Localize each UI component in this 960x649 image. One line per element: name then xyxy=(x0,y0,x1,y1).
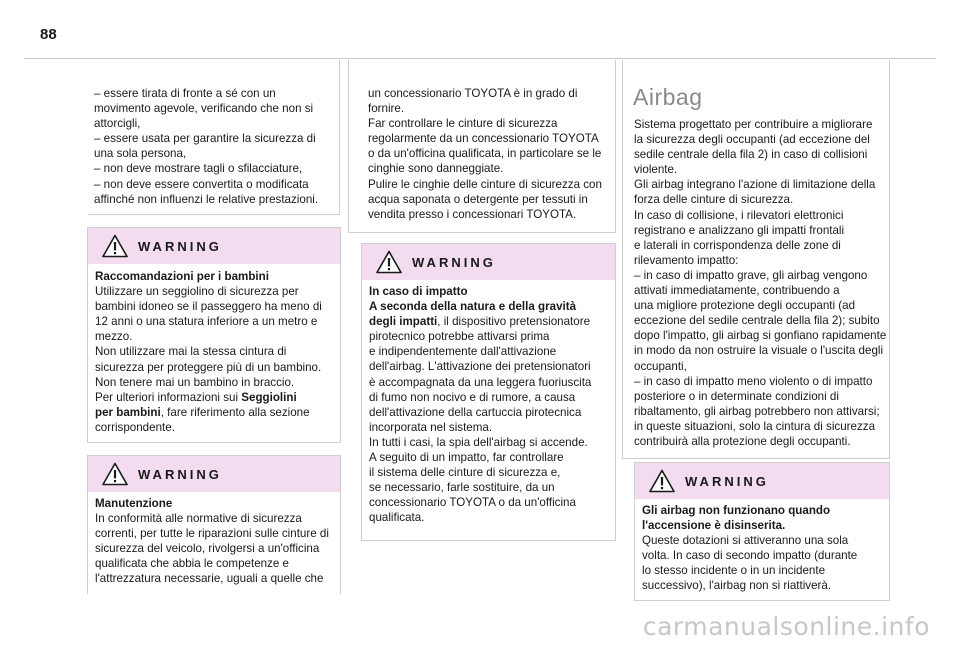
warning-body xyxy=(369,284,609,526)
text-line: bambini idoneo se il passeggero ha meno di xyxy=(95,300,322,314)
warning-header xyxy=(88,456,340,492)
text-line: affinché non influenzi le relative prestazioni. xyxy=(94,192,319,206)
warning-label: WARNING xyxy=(138,466,222,482)
page-number: 88 xyxy=(40,26,57,43)
text-fragment: , fare riferimento alla sezione xyxy=(160,405,310,419)
text-line: concessionario TOYOTA o da un'officina xyxy=(369,496,576,510)
text-line: Gli airbag integrano l'azione di limitazione della xyxy=(634,178,876,192)
text-line: dopo l'impatto, gli airbag si gonfiano rapidamente xyxy=(634,329,887,343)
warning-heading: Manutenzione xyxy=(95,497,173,510)
text-line: incorporata nel sistema. xyxy=(369,420,493,434)
text-line: sicurezza per proteggere più di un bambino. xyxy=(95,360,322,374)
reference-link-seggiolini[interactable]: Seggiolini xyxy=(241,390,297,404)
section-title: Airbag xyxy=(633,84,703,110)
text-line: rilevamento impatto: xyxy=(634,253,739,267)
warning-header xyxy=(362,244,615,280)
text-line: posteriore o in determinate condizioni di xyxy=(634,389,839,403)
text-line: attorcigli, xyxy=(94,117,141,131)
text-line: In tutti i casi, la spia dell'airbag si accende. xyxy=(369,435,588,449)
text-line: qualificata. xyxy=(369,511,425,525)
text-line: movimento agevole, verificando che non si xyxy=(94,102,314,116)
warning-label: WARNING xyxy=(412,254,496,270)
text-line: – essere tirata di fronte a sé con un xyxy=(94,87,276,100)
text-fragment: , il dispositivo pretensionatore xyxy=(437,315,591,329)
reference-link-per-bambini[interactable]: per bambini xyxy=(95,405,161,419)
text-line: cinghie sono danneggiate. xyxy=(368,162,504,176)
text-line: dell'attivazione della cartuccia pirotecnica xyxy=(369,405,582,419)
text-line: e indipendentemente dall'attivazione xyxy=(369,345,557,359)
text-line: registrano e analizzano gli impatti frontali xyxy=(634,223,845,237)
text-line: Queste dotazioni si attiveranno una sola xyxy=(642,534,849,548)
text-line: correnti, per tutte le riparazioni sulle cinture di xyxy=(95,527,329,541)
text-line: e laterali in corrispondenza delle zone di xyxy=(634,238,841,252)
warning-triangle-icon xyxy=(102,462,128,486)
warning-box-airbag xyxy=(634,462,890,601)
text-line: attivati immediatamente, contribuendo a xyxy=(634,284,840,298)
text-line: A seguito di un impatto, far controllare xyxy=(369,451,564,465)
text-line: Non tenere mai un bambino in braccio. xyxy=(95,375,295,389)
text-line: Pulire le cinghie delle cinture di sicurezza con xyxy=(368,177,602,191)
text-line: fornire. xyxy=(368,102,405,116)
text-line: – non deve mostrare tagli o sfilacciature, xyxy=(94,162,303,176)
text-line: – non deve essere convertita o modificata xyxy=(94,177,309,191)
text-line: acqua saponata o detergente per tessuti in xyxy=(368,192,588,206)
text-line: In caso di collisione, i rilevatori elettronici xyxy=(634,208,844,222)
text-line: Non utilizzare mai la stessa cintura di xyxy=(95,345,287,359)
text-line: una sola persona, xyxy=(94,147,187,161)
text-line: volta. In caso di secondo impatto (durante xyxy=(642,549,858,563)
text-line: Sistema progettato per contribuire a migliorare xyxy=(634,118,873,131)
text-line: vendita presso i concessionari TOYOTA. xyxy=(368,207,577,221)
text-line xyxy=(95,390,334,405)
text-line: – in caso di impatto meno violento o di impatto xyxy=(634,374,873,388)
col1-intro-text xyxy=(94,86,334,207)
text-line: qualificata che abbia le competenze e xyxy=(95,557,290,571)
text-line: Utilizzare un seggiolino di sicurezza per xyxy=(95,285,299,299)
text-line: violente. xyxy=(634,163,678,177)
header-divider xyxy=(24,58,936,59)
text-line: dell'airbag. L'attivazione dei pretensionatori xyxy=(369,360,591,374)
warning-body xyxy=(95,496,334,587)
col3-airbag-text xyxy=(634,117,888,449)
warning-header xyxy=(635,463,889,499)
text-line: forza delle cinture di sicurezza. xyxy=(634,193,794,207)
text-line: la sicurezza degli occupanti (ad eccezione del xyxy=(634,133,870,147)
text-line: sedile centrale della fila 2) in caso di collisioni xyxy=(634,148,868,162)
text-line: se necessario, farle sostituire, da un xyxy=(369,481,555,495)
text-line: In conformità alle normative di sicurezza xyxy=(95,512,302,526)
text-line: successivo), l'airbag non si riattiverà. xyxy=(642,579,832,593)
warning-box-impact xyxy=(361,243,616,541)
text-line: l'attrezzatura necessarie, uguali a quelle che xyxy=(95,572,324,586)
text-line: eccezione del sedile centrale della fila 2); subito xyxy=(634,314,880,328)
text-line: occupanti, xyxy=(634,359,687,373)
warning-heading: In caso di impatto xyxy=(369,285,468,298)
warning-label: WARNING xyxy=(138,238,222,254)
text-line xyxy=(369,314,609,329)
text-line: o da un'officina qualificata, in particolare se le xyxy=(368,147,602,161)
text-line: A seconda della natura e della gravità xyxy=(369,300,577,314)
warning-triangle-icon xyxy=(102,234,128,258)
warning-box-maintenance xyxy=(87,455,341,594)
text-fragment: Per ulteriori informazioni sui xyxy=(95,390,239,404)
text-line: contribuirà alla protezione degli occupanti. xyxy=(634,434,851,448)
warning-label: WARNING xyxy=(685,473,769,489)
warning-header xyxy=(88,228,340,264)
text-line: pirotecnico potrebbe attivarsi prima xyxy=(369,330,550,344)
text-line: ribaltamento, gli airbag potrebbero non attivarsi; xyxy=(634,404,880,418)
text-line: sicurezza del veicolo, rivolgersi a un'officina xyxy=(95,542,320,556)
text-line: è accompagnata da una leggera fuoriuscita xyxy=(369,375,592,389)
text-line: il sistema delle cinture di sicurezza e, xyxy=(369,466,561,480)
text-line: l'accensione è disinserita. xyxy=(642,519,786,533)
text-line: di fumo non nocivo e di rumore, a causa xyxy=(369,390,576,404)
text-fragment: degli impatti xyxy=(369,315,438,329)
warning-box-children xyxy=(87,227,341,443)
text-line: corrispondente. xyxy=(95,420,175,434)
text-line: 12 anni o una statura inferiore a un metro e xyxy=(95,315,318,329)
text-line: in modo da non ostruire la visuale o l'uscita degli xyxy=(634,344,884,358)
warning-triangle-icon xyxy=(376,250,402,274)
text-line: lo stesso incidente o in un incidente xyxy=(642,564,826,578)
text-line: una migliore protezione degli occupanti (ad xyxy=(634,299,856,313)
warning-body xyxy=(95,269,334,435)
text-line: Gli airbag non funzionano quando xyxy=(642,504,831,517)
text-line: regolarmente da un concessionario TOYOTA xyxy=(368,132,599,146)
text-line: Far controllare le cinture di sicurezza xyxy=(368,117,558,131)
warning-body xyxy=(642,503,883,594)
text-line: in queste situazioni, solo la cintura di sicurezza xyxy=(634,419,876,433)
text-line: un concessionario TOYOTA è in grado di xyxy=(368,87,578,100)
text-line xyxy=(95,405,334,420)
warning-heading: Raccomandazioni per i bambini xyxy=(95,270,269,283)
text-line: mezzo. xyxy=(95,330,133,344)
watermark: carmanualsonline.info xyxy=(642,612,930,641)
text-line: – in caso di impatto grave, gli airbag vengono xyxy=(634,268,868,282)
warning-triangle-icon xyxy=(649,469,675,493)
text-line: – essere usata per garantire la sicurezza di xyxy=(94,132,316,146)
col2-intro-text xyxy=(368,86,608,222)
